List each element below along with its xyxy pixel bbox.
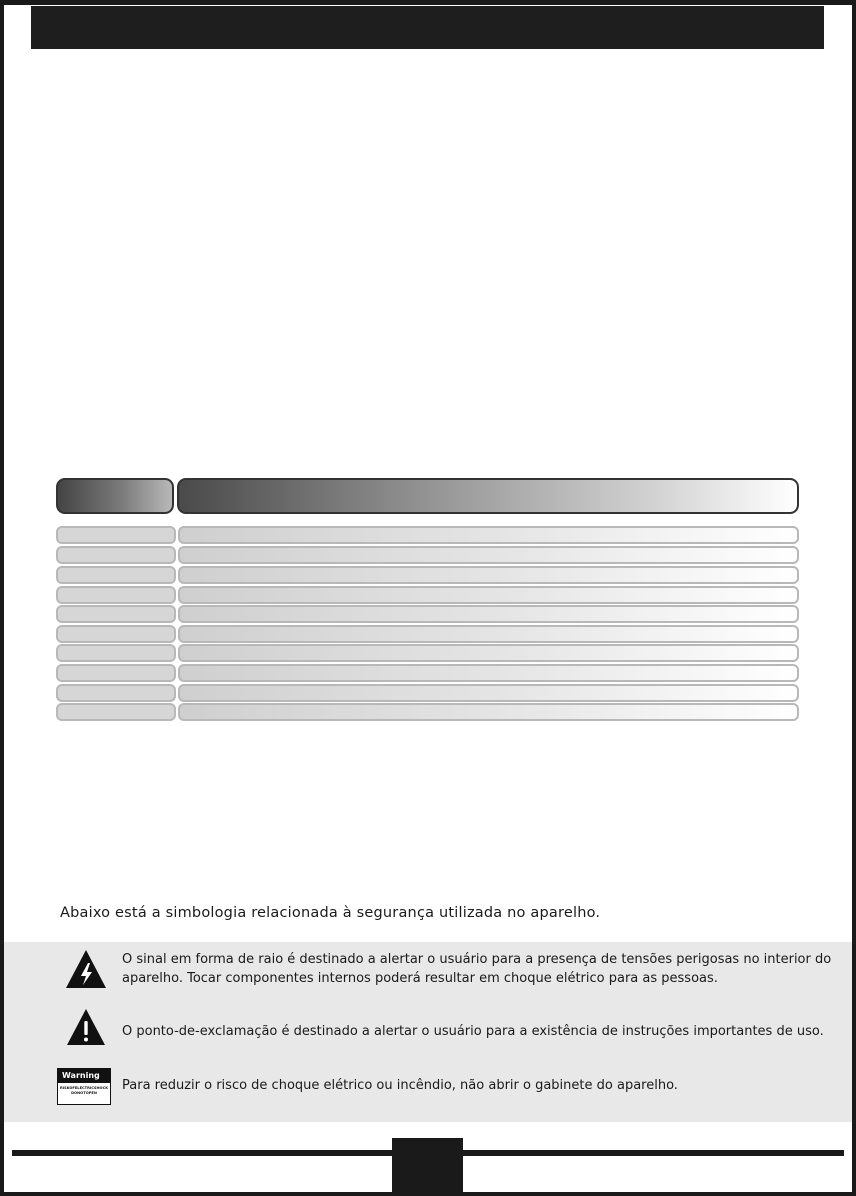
table-row-label-cell <box>56 664 176 682</box>
warning-label-title: Warning <box>58 1069 110 1083</box>
warning-label-icon <box>57 1068 111 1105</box>
safety-intro-text: Abaixo está a simbologia relacionada à segurança utilizada no aparelho. <box>60 905 601 921</box>
table-row-label-cell <box>56 644 176 662</box>
table-row-label-cell <box>56 703 176 721</box>
table-row-label-cell <box>56 684 176 702</box>
lightning-triangle-icon <box>65 949 107 989</box>
table-row-label-cell <box>56 586 176 604</box>
lightning-symbol-text <box>122 950 831 988</box>
table-row-value-cell <box>178 625 799 643</box>
table-row-label-cell <box>56 546 176 564</box>
table-row-value-cell <box>178 684 799 702</box>
exclamation-text-line-1: O ponto-de-exclamação é destinado a alertar o usuário para a existência de instruções importantes de uso. <box>122 1024 824 1039</box>
table-row-value-cell <box>178 664 799 682</box>
table-row-label-cell <box>56 625 176 643</box>
table-row-label-cell <box>56 605 176 623</box>
table-row-value-cell <box>178 644 799 662</box>
warning-text-line-1: Para reduzir o risco de choque elétrico ou incêndio, não abrir o gabinete do aparelho. <box>122 1078 678 1093</box>
exclamation-symbol-text <box>122 1022 824 1041</box>
table-row-value-cell <box>178 546 799 564</box>
table-header-right <box>177 478 799 514</box>
lightning-text-line-1: O sinal em forma de raio é destinado a alertar o usuário para a presença de tensões perigosas no interior do <box>122 952 832 967</box>
warning-label-body: RISKOFELECTRICSHOCK DONOTOPEN <box>60 1086 108 1095</box>
table-row-value-cell <box>178 566 799 584</box>
table-row-value-cell <box>178 526 799 544</box>
table-row-label-cell <box>56 526 176 544</box>
table-header-left <box>56 478 174 514</box>
exclamation-triangle-icon <box>66 1008 106 1046</box>
table-row-label-cell <box>56 566 176 584</box>
table-row-value-cell <box>178 703 799 721</box>
warning-symbol-text <box>122 1076 678 1095</box>
page-number-tab <box>392 1138 463 1196</box>
lightning-text-line-2: aparelho. Tocar componentes internos poderá resultar em choque elétrico para as pessoas. <box>122 971 718 986</box>
table-row-value-cell <box>178 586 799 604</box>
header-bar <box>31 6 824 49</box>
table-row-value-cell <box>178 605 799 623</box>
